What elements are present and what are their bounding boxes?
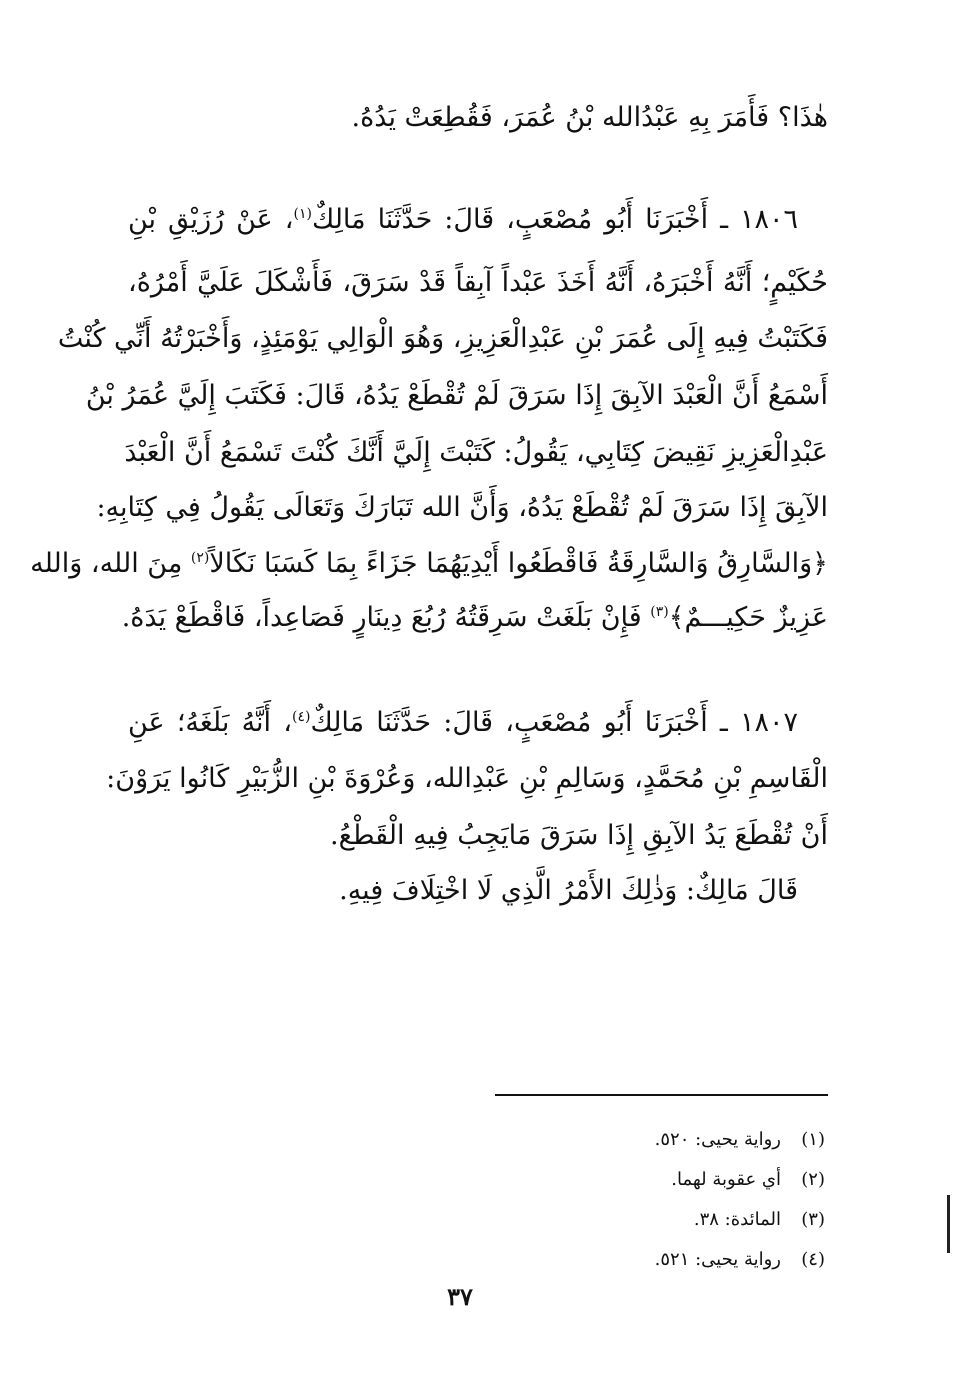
hadith-1807-line-2: الْقَاسِمِ بْنِ مُحَمَّدٍ، وَسَالِمِ بْنِ عَبْدِالله، وَعُرْوَةَ بْنِ الزُّبَيْرِ كَانُوا يَرَوْنَ: [106, 763, 828, 794]
hadith-1806-line-1-start: ١٨٠٦ ـ أَخْبَرَنَا أَبُو مُصْعَبٍ، قَالَ: حَدَّثَنَا مَالِكٌ [311, 204, 798, 235]
hadith-1806-line-8 [121, 598, 828, 638]
hadith-1807-line-1 [128, 703, 798, 743]
footnote-text: رواية يحيى: ٥٢٠. [654, 1129, 781, 1150]
footnote-number: (١) [801, 1129, 825, 1150]
hadith-1806-line-2: حُكَيْمٍ؛ أَنَّهُ أَخْبَرَهُ، أَنَّهُ أَخَذَ عَبْداً آبِقاً قَدْ سَرَقَ، فَأَشْكَلَ عَلَيَّ أَمْرُهُ، [128, 267, 828, 298]
footnote-number: (٢) [801, 1169, 825, 1190]
quran-verse-part-1: ﴿وَالسَّارِقُ وَالسَّارِقَةُ فَاقْطَعُوا أَيْدِيَهُمَا جَزَاءً بِمَا كَسَبَا نَكَالاً [209, 548, 828, 579]
footnote-1 [495, 1127, 825, 1153]
footnote-text: أي عقوبة لهما. [671, 1169, 781, 1190]
quran-verse-part-2: عَزِيزٌ حَكِيـــمٌ﴾ [668, 602, 828, 633]
footnote-4 [495, 1247, 825, 1273]
footnote-number: (٣) [801, 1209, 825, 1230]
malik-statement: قَالَ مَالِكٌ: وَذٰلِكَ الأَمْرُ الَّذِي لَا اخْتِلَافَ فِيهِ. [339, 875, 798, 906]
hadith-1806-line-7-end: مِنَ الله، وَالله [30, 548, 191, 579]
hadith-1806-line-6: الآبِقَ إِذَا سَرَقَ لَمْ تُقْطَعْ يَدُهُ، وَأَنَّ الله تَبَارَكَ وَتَعَالَى يَقُولُ فِي كِتَابِهِ: [96, 492, 828, 523]
scan-edge-mark [947, 1195, 950, 1253]
footnote-ref-1[interactable]: (١) [293, 206, 312, 222]
footnote-text: المائدة: ٣٨. [693, 1209, 781, 1230]
hadith-1806-line-1-end: ، عَنْ رُزَيْقِ بْنِ [128, 204, 294, 235]
footnote-2 [495, 1167, 825, 1193]
footnote-number: (٤) [801, 1249, 825, 1270]
hadith-1806-line-3: فَكَتَبْتُ فِيهِ إِلَى عُمَرَ بْنِ عَبْدِالْعَزِيزِ، وَهُوَ الْوَالِي يَوْمَئِذٍ، وَأَخْبَرْتُهُ أَنِّي كُنْتُ [57, 323, 828, 354]
hadith-1807-line-1-end: ، أَنَّهُ بَلَغَهُ؛ عَنِ [128, 707, 292, 738]
hadith-1807-line-1-start: ١٨٠٧ ـ أَخْبَرَنَا أَبُو مُصْعَبٍ، قَالَ: حَدَّثَنَا مَالِكٌ [310, 707, 799, 738]
footnote-3 [495, 1207, 825, 1233]
hadith-1806-line-1 [128, 200, 798, 240]
footnote-ref-3[interactable]: (٣) [650, 604, 669, 620]
hadith-1806-line-8-end: فَإِنْ بَلَغَتْ سَرِقَتُهُ رُبُعَ دِينَارٍ فَصَاعِداً، فَاقْطَعْ يَدَهُ. [121, 602, 651, 633]
page-number: ٣٧ [447, 1282, 473, 1311]
hadith-1806-line-4: أَسْمَعُ أَنَّ الْعَبْدَ الآبِقَ إِذَا سَرَقَ لَمْ تُقْطَعْ يَدُهُ، قَالَ: فَكَتَبَ إِلَيَّ عُمَرُ بْنُ [85, 380, 828, 411]
hadith-1806-line-7 [30, 544, 828, 584]
hadith-1806-line-5: عَبْدِالْعَزِيزِ نَقِيضَ كِتَابِي، يَقُولُ: كَتَبْتَ إِلَيَّ أَنَّكَ كُنْتَ تَسْمَعُ أَنَّ الْعَبْدَ [124, 437, 828, 468]
footnote-text: رواية يحيى: ٥٢١. [654, 1249, 781, 1270]
continuation-line: هٰذَا؟ فَأَمَرَ بِهِ عَبْدُالله بْنُ عُمَرَ، فَقُطِعَتْ يَدُهُ. [351, 102, 828, 133]
hadith-1807-line-3: أَنْ تُقْطَعَ يَدُ الآبِقِ إِذَا سَرَقَ مَايَجِبُ فِيهِ الْقَطْعُ. [330, 820, 828, 851]
footnote-ref-2[interactable]: (٢) [190, 550, 210, 566]
footnote-separator [495, 1094, 828, 1096]
footnote-ref-4[interactable]: (٤) [291, 709, 311, 725]
